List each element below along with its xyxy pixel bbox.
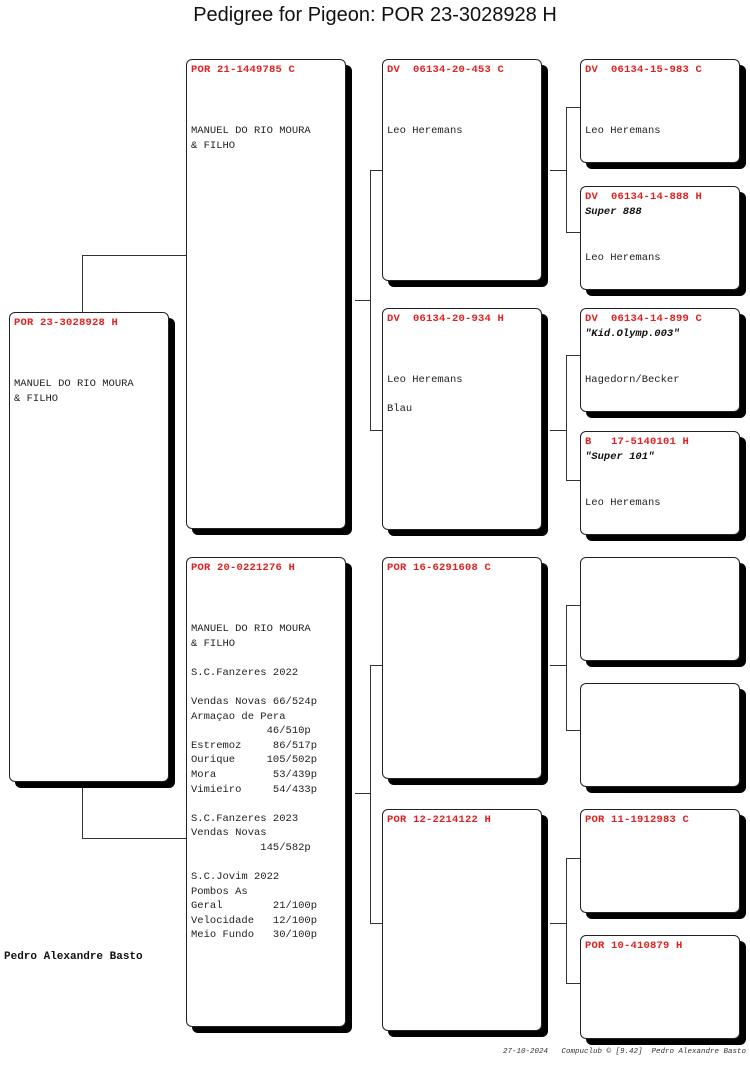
connector-line <box>355 300 370 301</box>
ancestor-card[interactable] <box>580 186 740 290</box>
ancestor-card[interactable] <box>580 308 740 412</box>
ancestor-card[interactable] <box>580 557 740 661</box>
card-text: Leo Heremans <box>387 125 463 137</box>
connector-line <box>550 170 566 171</box>
footer-info: 27-10-2024 Compuclub © [9.42] Pedro Alexandre Basto <box>502 1048 746 1056</box>
sire-dam-card[interactable] <box>382 308 542 530</box>
connector-line <box>566 730 580 731</box>
ring-number: DV 06134-14-888 H <box>585 191 703 203</box>
ring-number: B 17-5140101 H <box>585 436 690 448</box>
connector-line <box>82 838 186 839</box>
pigeon-card[interactable] <box>9 312 169 782</box>
connector-line <box>566 858 567 983</box>
sire-card[interactable] <box>186 59 346 529</box>
ring-number: DV 06134-15-983 C <box>585 64 703 76</box>
connector-line <box>566 232 580 233</box>
connector-line <box>550 430 566 431</box>
connector-line <box>370 665 382 666</box>
connector-line <box>566 605 580 606</box>
ring-number: POR 10-410879 H <box>585 940 683 952</box>
connector-line <box>566 605 567 730</box>
dam-dam-card[interactable] <box>382 809 542 1031</box>
card-text: MANUEL DO RIO MOURA & FILHO <box>191 125 311 152</box>
ancestor-card[interactable] <box>580 683 740 787</box>
connector-line <box>370 170 382 171</box>
pigeon-name: "Kid.Olymp.003" <box>585 328 680 340</box>
connector-line <box>566 858 580 859</box>
ancestor-card[interactable] <box>580 809 740 913</box>
connector-line <box>370 170 371 430</box>
connector-line <box>566 107 580 108</box>
card-text: Leo Heremans <box>585 125 661 137</box>
connector-line <box>370 665 371 923</box>
connector-line <box>550 665 566 666</box>
ring-number: DV 06134-20-453 C <box>387 64 505 76</box>
ring-number: DV 06134-14-899 C <box>585 313 703 325</box>
connector-line <box>566 355 580 356</box>
ring-number: POR 21-1449785 C <box>191 64 296 76</box>
pigeon-name: "Super 101" <box>585 451 655 463</box>
ring-number: POR 23-3028928 H <box>14 317 119 329</box>
connector-line <box>370 430 382 431</box>
ring-number: DV 06134-20-934 H <box>387 313 505 325</box>
connector-line <box>566 983 580 984</box>
card-text: Leo Heremans <box>585 252 661 264</box>
connector-line <box>355 793 370 794</box>
card-text: Leo Heremans Blau <box>387 374 463 416</box>
ring-number: POR 12-2214122 H <box>387 814 492 826</box>
ancestor-card[interactable] <box>580 59 740 163</box>
ancestor-card[interactable] <box>580 431 740 535</box>
connector-line <box>82 255 186 256</box>
ring-number: POR 11-1912983 C <box>585 814 690 826</box>
card-text: Leo Heremans <box>585 497 661 509</box>
ancestor-card[interactable] <box>580 935 740 1039</box>
dam-card[interactable] <box>186 557 346 1027</box>
card-text: Hagedorn/Becker <box>585 374 680 386</box>
breeder-name: Pedro Alexandre Basto <box>4 951 143 963</box>
connector-line <box>370 923 382 924</box>
connector-line <box>566 480 580 481</box>
card-text: MANUEL DO RIO MOURA & FILHO S.C.Fanzeres 2022 Vendas Novas 66/524p Armaçao de Pera 46/510p Estremoz 86/517p Ourique 105/502p Mora 53/439p Vimieiro 54/433p S.C.Fanzeres 2023 Vendas Novas 145/582p S.C.Jovim 2022 Pombos As Geral 21/100p Velocidade 12/100p Meio Fundo 30/100p <box>191 623 318 942</box>
pigeon-name: Super 888 <box>585 206 642 218</box>
connector-line <box>566 355 567 480</box>
dam-sire-card[interactable] <box>382 557 542 779</box>
ring-number: POR 20-0221276 H <box>191 562 296 574</box>
ring-number: POR 16-6291608 C <box>387 562 492 574</box>
connector-line <box>550 923 566 924</box>
connector-line <box>566 107 567 232</box>
page-title: Pedigree for Pigeon: POR 23-3028928 H <box>193 4 557 26</box>
sire-sire-card[interactable] <box>382 59 542 281</box>
card-text: MANUEL DO RIO MOURA & FILHO <box>14 378 134 405</box>
